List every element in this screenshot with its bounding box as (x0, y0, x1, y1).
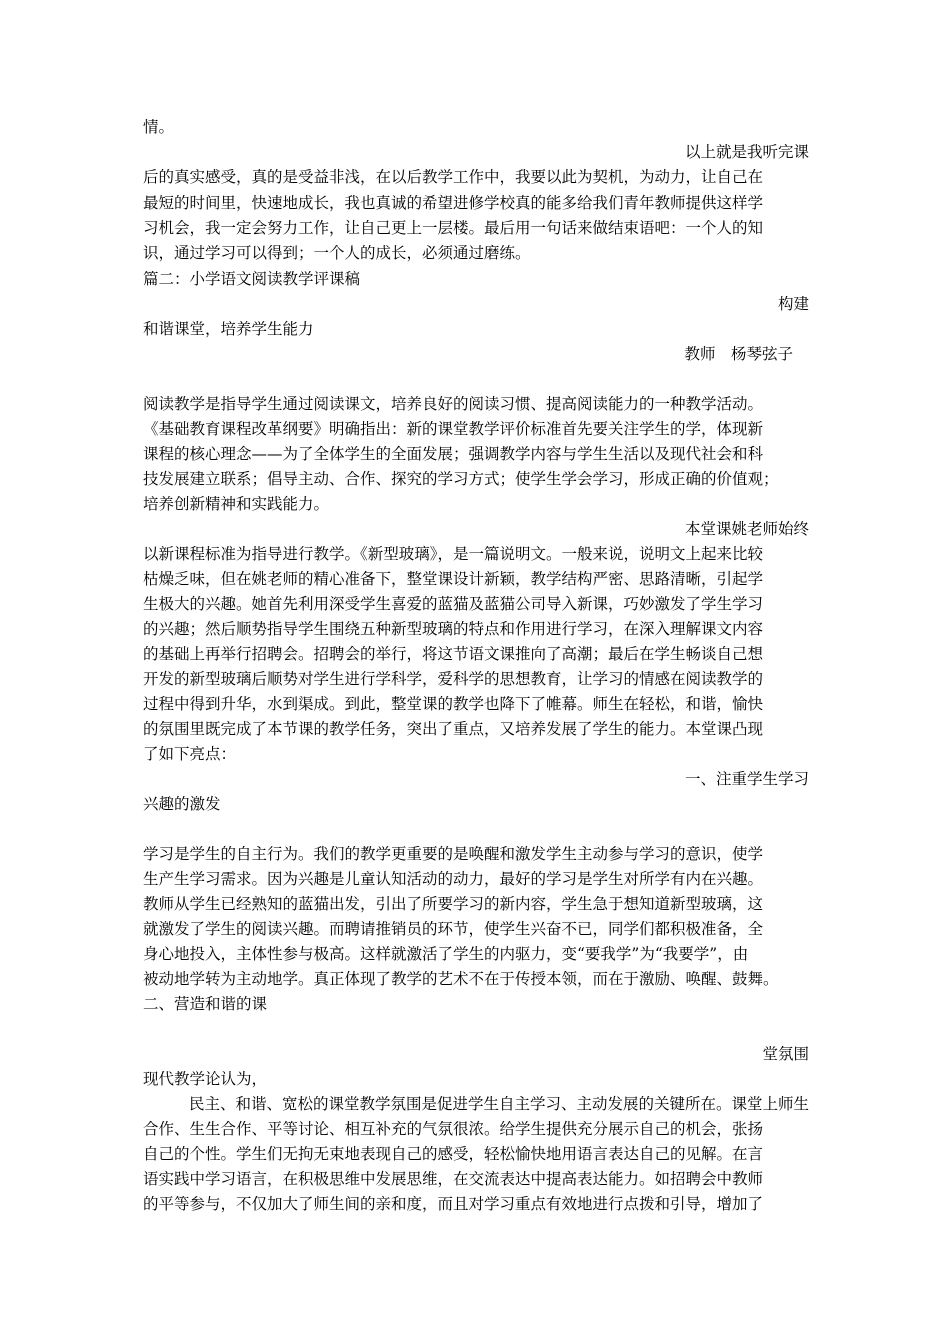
text-line: 身心地投入，主体性参与极高。这样就激活了学生的内驱力，变“要我学”为“我要学”，由 (143, 945, 749, 963)
text-line: 课程的核心理念——为了全体学生的全面发展；强调教学内容与学生生活以及现代社会和科 (143, 445, 764, 463)
text-line: 以上就是我听完课 (684, 143, 809, 161)
text-line: 最短的时间里，快速地成长，我也真诚的希望进修学校真的能多给我们青年教师提供这样学 (143, 194, 764, 212)
text-line: 技发展建立联系；倡导主动、合作、探究的学习方式；使学生学会学习，形成正确的价值观； (143, 470, 779, 488)
text-line: 的基础上再举行招聘会。招聘会的举行，将这节语文课推向了高潮；最后在学生畅谈自己想 (143, 645, 764, 663)
text-line: 自己的个性。学生们无拘无束地表现自己的感受，轻松愉快地用语言表达自己的见解。在言 (143, 1145, 764, 1163)
text-line: 《基础教育课程改革纲要》明确指出：新的课堂教学评价标准首先要关注学生的学，体现新 (143, 420, 764, 438)
text-line: 以新课程标准为指导进行教学。《新型玻璃》，是一篇说明文。一般来说，说明文上起来比较 (143, 545, 764, 563)
text-line: 本堂课姚老师始终 (684, 520, 809, 538)
author-line: 教师 杨琴弦子 (684, 345, 793, 363)
subheading-part: 一、注重学生学习 (684, 770, 809, 788)
text-line: 情。 (143, 118, 175, 136)
text-line: 阅读教学是指导学生通过阅读课文，培养良好的阅读习惯、提高阅读能力的一种教学活动。 (143, 395, 764, 413)
subheading-part: 兴趣的激发 (143, 795, 221, 813)
subheading-part: 堂氛围 (762, 1045, 809, 1063)
text-line: 被动地学转为主动地学。真正体现了教学的艺术不在于传授本领，而在于激励、唤醒、鼓舞。 (143, 970, 779, 988)
text-line: 二、营造和谐的课 (143, 995, 268, 1013)
text-line: 的氛围里既完成了本节课的教学任务，突出了重点，又培养发展了学生的能力。本堂课凸现 (143, 720, 764, 738)
text-line: 合作、生生合作、平等讨论、相互补充的气氛很浓。给学生提供充分展示自己的机会，张扬 (143, 1120, 764, 1138)
text-line: 的兴趣；然后顺势指导学生围绕五种新型玻璃的特点和作用进行学习，在深入理解课文内容 (143, 620, 764, 638)
text-line: 民主、和谐、宽松的课堂教学氛围是促进学生自主学习、主动发展的关键所在。课堂上师生 (188, 1095, 809, 1113)
text-line: 教师从学生已经熟知的蓝猫出发，引出了所要学习的新内容，学生急于想知道新型玻璃，这 (143, 895, 764, 913)
text-line: 习机会，我一定会努力工作，让自己更上一层楼。最后用一句话来做结束语吧：一个人的知 (143, 219, 764, 237)
section-heading: 篇二：小学语文阅读教学评课稿 (143, 270, 361, 288)
subheading-part: 现代教学论认为， (143, 1070, 268, 1088)
text-line: 语实践中学习语言，在积极思维中发展思维，在交流表达中提高表达能力。如招聘会中教师 (143, 1170, 764, 1188)
article-title-part: 构建 (777, 295, 809, 313)
text-line: 了如下亮点： (143, 745, 237, 763)
text-line: 就激发了学生的阅读兴趣。而聘请推销员的环节，使学生兴奋不已，同学们都积极准备，全 (143, 920, 764, 938)
text-line: 开发的新型玻璃后顺势对学生进行学科学，爱科学的思想教育，让学习的情感在阅读教学的 (143, 670, 764, 688)
text-line: 的平等参与，不仅加大了师生间的亲和度，而且对学习重点有效地进行点拨和引导，增加了 (143, 1195, 764, 1213)
text-line: 培养创新精神和实践能力。 (143, 495, 330, 513)
text-line: 学习是学生的自主行为。我们的教学更重要的是唤醒和激发学生主动参与学习的意识，使学 (143, 845, 764, 863)
text-line: 过程中得到升华，水到渠成。到此，整堂课的教学也降下了帷幕。师生在轻松，和谐，愉快 (143, 695, 764, 713)
text-line: 生极大的兴趣。她首先利用深受学生喜爱的蓝猫及蓝猫公司导入新课，巧妙激发了学生学习 (143, 595, 764, 613)
text-line: 识，通过学习可以得到；一个人的成长，必须通过磨练。 (143, 244, 531, 262)
text-line: 枯燥乏味，但在姚老师的精心准备下，整堂课设计新颖，教学结构严密、思路清晰，引起学 (143, 570, 764, 588)
article-title-part: 和谐课堂，培养学生能力 (143, 320, 314, 338)
text-line: 生产生学习需求。因为兴趣是儿童认知活动的动力，最好的学习是学生对所学有内在兴趣。 (143, 870, 764, 888)
text-line: 后的真实感受，真的是受益非浅，在以后教学工作中，我要以此为契机，为动力，让自己在 (143, 168, 764, 186)
